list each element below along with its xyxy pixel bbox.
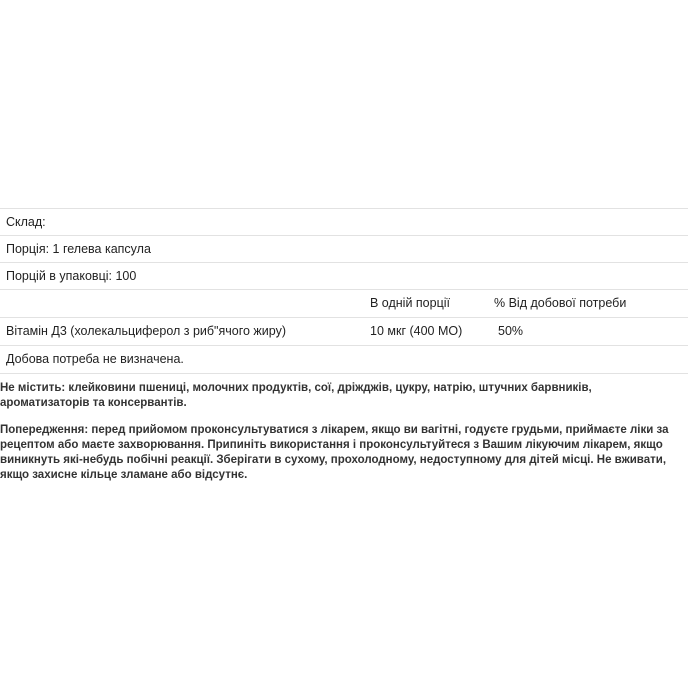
amount-per-serving-header: В одній порції xyxy=(370,296,450,310)
warning-note: Попередження: перед прийомом проконсультуватися з лікарем, якщо ви вагітні, годуєте грудьми, приймаєте ліки за рецептом або маєте захворювання. Припиніть використання і проконсультуйтеся з Вашим лікуючим лікарем, якщо виникнуть які-небудь побічні реакції. Зберігати в сухому, прохолодному, недоступному для дітей місці. Не вживати, якщо захисне кільце зламане або відсутнє. xyxy=(0,424,669,481)
serving-size-row xyxy=(0,236,688,263)
nutrient-amount: 10 мкг (400 МО) xyxy=(370,324,463,338)
composition-label: Склад: xyxy=(6,215,46,229)
footnote-row xyxy=(0,346,688,374)
product-notes xyxy=(0,381,680,495)
free-from-note: Не містить: клейковини пшениці, молочних продуктів, сої, дріжджів, цукру, натрію, штучних барвників, ароматизаторів та консервантів. xyxy=(0,382,592,409)
table-header-row xyxy=(0,290,688,318)
composition-row xyxy=(0,209,688,236)
daily-value-header: % Від добової потреби xyxy=(494,296,627,310)
nutrient-name: Вітамін Д3 (холекальциферол з риб"ячого жиру) xyxy=(6,324,287,338)
serving-size: Порція: 1 гелева капсула xyxy=(6,242,151,256)
servings-per-container-row xyxy=(0,263,688,290)
daily-value-footnote: Добова потреба не визначена. xyxy=(6,352,184,366)
supplement-facts-table xyxy=(0,208,688,374)
servings-per-container: Порцій в упаковці: 100 xyxy=(6,269,137,283)
nutrient-daily-value: 50% xyxy=(498,324,524,338)
table-row xyxy=(0,318,688,346)
